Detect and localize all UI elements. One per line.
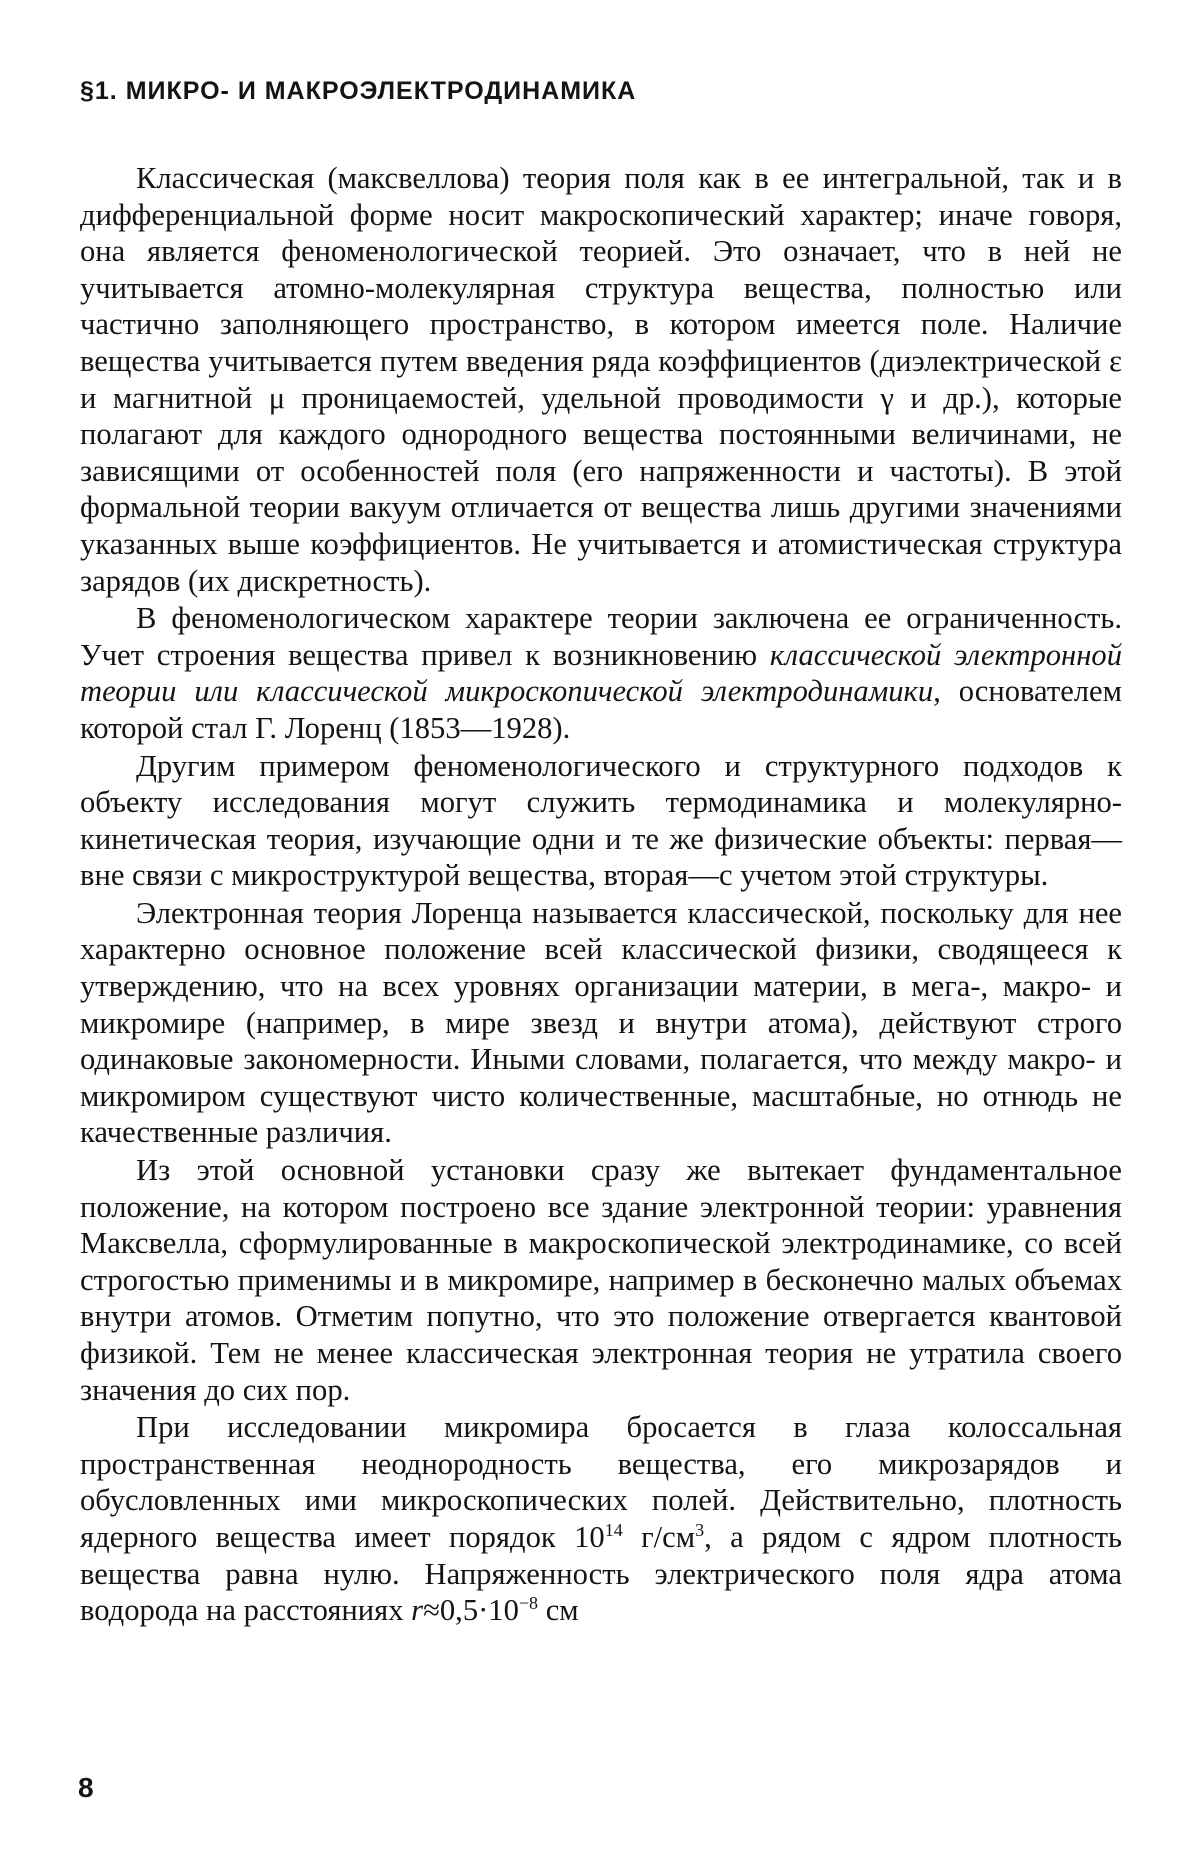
italic-term: классической электронной теории или классической микроскопической электродинамики, [80,637,1123,709]
unit-text: г/см [622,1519,696,1554]
paragraph-2-text-end: основателем которой стал Г. Лоренц (1853—1928). [80,674,1122,745]
exponent: −8 [518,1592,539,1613]
page-body [80,74,1122,1629]
paragraph-2 [80,600,1122,746]
paragraph-6 [80,1409,1122,1629]
exponent: 14 [604,1519,623,1540]
paragraph-6-text: При исследовании микромира бросается в глаза колоссальная пространственная неоднородность вещества, его микрозарядов и обусловленных ими микроскопических полей. Действительно, плотность ядерного вещества имеет порядок 10 [80,1410,1122,1554]
paragraph-2-text: В феноменологическом характере теории заключена ее ограниченность. Учет строения вещества привел к возникновению [80,601,1122,672]
page-number: 8 [78,1772,94,1803]
paragraph-4: Электронная теория Лоренца называется классической, поскольку для нее характерно основное положение всей классической физики, сводящееся к утверждению, что на всех уровнях организации материи, в мега-, макро- и микромире (например, в мире звезд и внутри атома), действуют строго одинаковые закономерности. Иными словами, полагается, что между макро- и микромиром существуют чисто количественные, масштабные, но отнюдь не качественные различия. [80,895,1122,1150]
paragraph-6-text-mid: , а рядом с ядром плотность вещества равна нулю. Напряженность электрического поля ядра атома водорода на расстояниях [80,1519,1123,1628]
variable-r: r [411,1593,424,1628]
paragraph-5: Из этой основной установки сразу же вытекает фундаментальное положение, на котором построено все здание электронной теории: уравнения Максвелла, сформулированные в макроскопической электродинамике, со всей строгостью применимы и в микромире, например в бесконечно малых объемах внутри атомов. Отметим попутно, что это положение отвергается квантовой физикой. Тем не менее классическая электронная теория не утратила своего значения до сих пор. [80,1153,1122,1407]
exponent: 3 [695,1519,705,1540]
paragraph-3: Другим примером феноменологического и структурного подходов к объекту исследования могут служить термодинамика и молекулярно-кинетическая теория, изучающие одни и те же физические объекты: первая—вне связи с микроструктурой вещества, вторая—с учетом этой структуры. [80,748,1122,893]
approx-value: ≈0,5·10 [423,1593,519,1628]
paragraph-1: Классическая (максвеллова) теория поля как в ее интегральной, так и в дифференциальной форме носит макроскопический характер; иначе говоря, она является феноменологической теорией. Это означает, что в ней не учитывается атомно-молекулярная структура вещества, полностью или частично заполняющего пространство, в котором имеется поле. Наличие вещества учитывается путем введения ряда коэффициентов (диэлектрической ε и магнитной μ проницаемостей, удельной проводимости γ и др.), которые полагают для каждого однородного вещества постоянными величинами, не зависящими от особенностей поля (его напряженности и частоты). В этой формальной теории вакуум отличается от вещества лишь другими значениями указанных выше коэффициентов. Не учитывается и атомистическая структура зарядов (их дискретность). [80,161,1122,598]
section-heading: §1. МИКРО- И МАКРОЭЛЕКТРОДИНАМИКА [80,77,637,105]
unit-text-end: см [538,1593,579,1628]
